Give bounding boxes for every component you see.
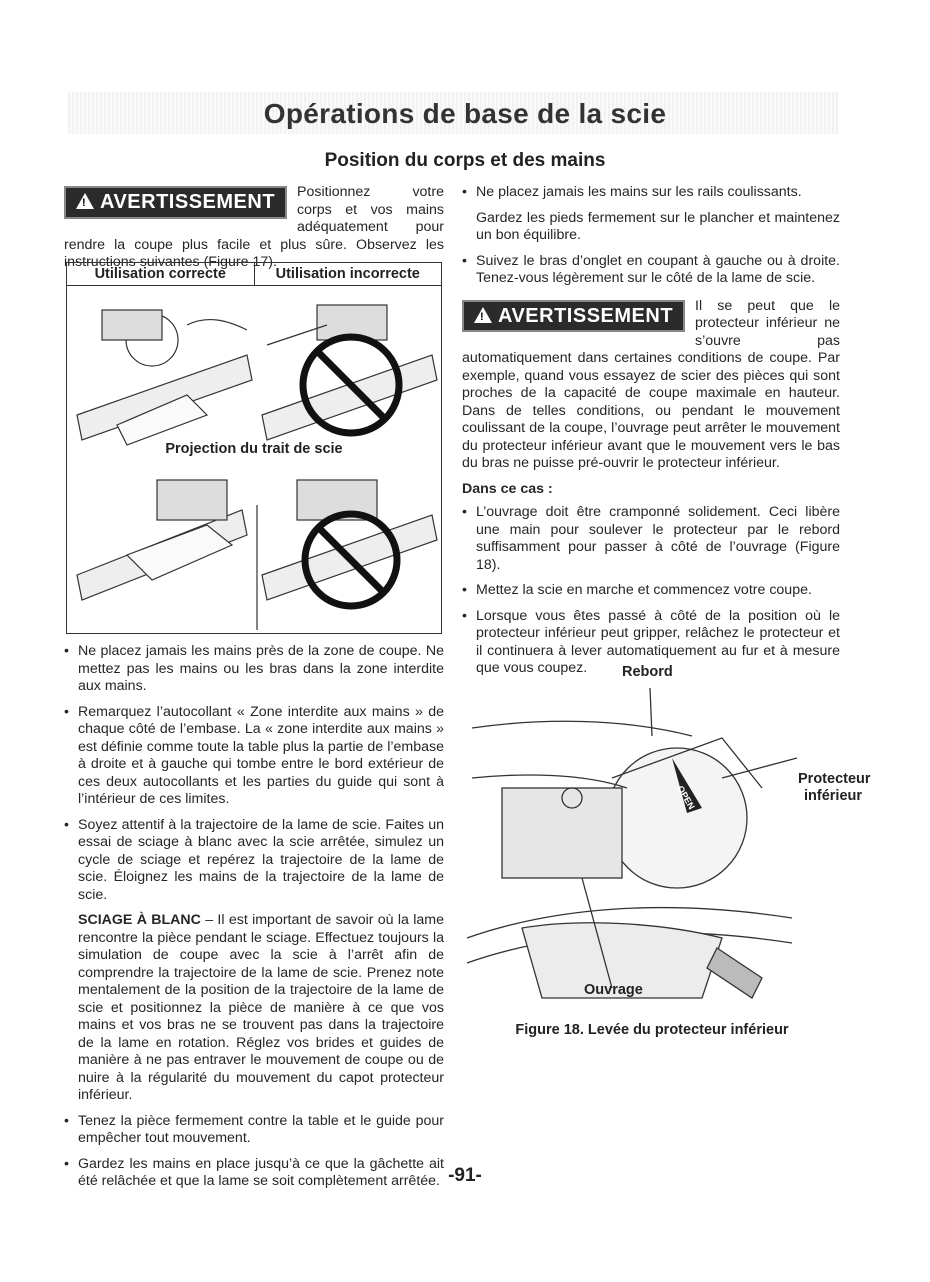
figure-18-caption: Figure 18. Levée du protecteur inférieur [515, 1022, 789, 1038]
saw-correct-bottom [77, 480, 247, 600]
saw-incorrect-top [262, 305, 437, 440]
list-item: • L’ouvrage doit être cramponné solidement. Ceci libère une main pour soulever le protecteur par le rebord suffisamment pour passer à côté de l’ouvrage (Figure 18). [462, 504, 840, 574]
right-warning-block [462, 298, 840, 473]
list-item: • Remarquez l’autocollant « Zone interdite aux mains » de chaque côté de l’embase. La « zone interdite aux mains » est définie comme toute la table plus la partie de l’embase à droite et à gauche qui tombe entre le bord extérieur de ces deux autocollants et les parties du guide qui sont à l’intérieur de ces limites. [64, 704, 444, 809]
protecteur-label-2: inférieur [804, 788, 863, 804]
warning-badge: !AVERTISSEMENT [64, 186, 287, 219]
dans-ce-cas-heading: Dans ce cas : [462, 480, 553, 497]
protecteur-label-1: Protecteur [798, 771, 871, 787]
list-item: • Suivez le bras d’onglet en coupant à gauche ou à droite. Tenez-vous légèrement sur le côté de la lame de scie. [462, 253, 840, 288]
right-warning-text: Il se peut que le protecteur inférieur ne s’ouvre pas automatiquement dans certaines conditions de coupe. Par exemple, quand vous essayez de scier des pièces qui sont proches de la capacité de coupe maximale en hauteur. Dans de telles conditions, ou pendant le mouvement coulissant de la coupe, l’ouvrage peut arrêter le mouvement du protecteur inférieur avant que le mouvement vers le bas du bras ne puisse pré-ouvrir le protecteur inférieur. [462, 297, 840, 471]
open-label: OPEN [675, 784, 697, 812]
left-bullets [64, 643, 444, 1199]
sciage-title: SCIAGE À BLANC [78, 912, 201, 928]
rebord-label: Rebord [622, 664, 673, 680]
list-item: • Tenez la pièce fermement contre la table et le guide pour empêcher tout mouvement. [64, 1113, 444, 1148]
right-para-1: Gardez les pieds fermement sur le plancher et maintenez un bon équilibre. [476, 209, 840, 243]
list-item: • Ne placez jamais les mains près de la zone de coupe. Ne mettez pas les mains ou les bras dans la zone interdite aux mains. [64, 643, 444, 696]
warning-badge-2: !AVERTISSEMENT [462, 300, 685, 333]
list-item: • Gardez les mains en place jusqu’à ce que la gâchette ait été relâchée et que la lame se soit complètement arrêtée. [64, 1156, 444, 1191]
projection-label: Projection du trait de scie [165, 441, 343, 457]
sciage-paragraph [64, 912, 444, 1105]
figure-17-header [67, 263, 441, 286]
warning-triangle-icon [474, 307, 492, 323]
list-item: • Lorsque vous êtes passé à côté de la position où le protecteur inférieur peut gripper, relâchez le protecteur et il continuera à lever automatiquement au fur et à mesure que vous coupez. [462, 608, 840, 678]
list-item: • Soyez attentif à la trajectoire de la lame de scie. Faites un essai de sciage à blanc avec la scie arrêtée, simulez un cycle de sciage et repérez la trajectoire de la lame de scie. Éloignez les mains de la trajectoire de la lame de scie. [64, 817, 444, 905]
page-title: Opérations de base de la scie [263, 98, 667, 129]
sciage-text: – Il est important de savoir où la lame rencontre la pièce pendant le sciage. Effectuez toujours la simulation de coupe avec la scie à l’arrêt afin de comprendre la trajectoire de la lame de scie. Prenez note mentalement de la position de la trajectoire de la lame de scie et positionnez la pièce de manière à ce que vos mains et vos bras ne se trouvent pas dans la trajectoire de la lame en rotation. Réglez vos brides et guides de manière à ne pas entraver le mouvement de coupe ou de nuire à la régularité du mouvement du capot protecteur inférieur. [78, 912, 444, 1103]
col-incorrect-label: Utilisation incorrecte [275, 266, 420, 282]
figure-18-illustration [462, 678, 802, 1018]
saw-correct-top [77, 310, 252, 445]
warning-triangle-icon [76, 193, 94, 209]
section-subtitle: Position du corps et des mains [324, 150, 606, 171]
figure-17 [66, 262, 442, 634]
figure-17-illustrations [67, 285, 441, 633]
list-item: • Mettez la scie en marche et commencez votre coupe. [462, 582, 840, 600]
ouvrage-label: Ouvrage [584, 982, 643, 998]
page-number: -91- [448, 1165, 482, 1186]
left-warning-text: Positionnez votre corps et vos mains adéquatement pour rendre la coupe plus facile et plus sûre. Observez les instructions suivantes (Figure 17). [64, 184, 444, 270]
list-item: • Ne placez jamais les mains sur les rails coulissants. [462, 184, 840, 202]
right-column [462, 184, 840, 686]
col-correct-label: Utilisation correcte [67, 263, 255, 285]
